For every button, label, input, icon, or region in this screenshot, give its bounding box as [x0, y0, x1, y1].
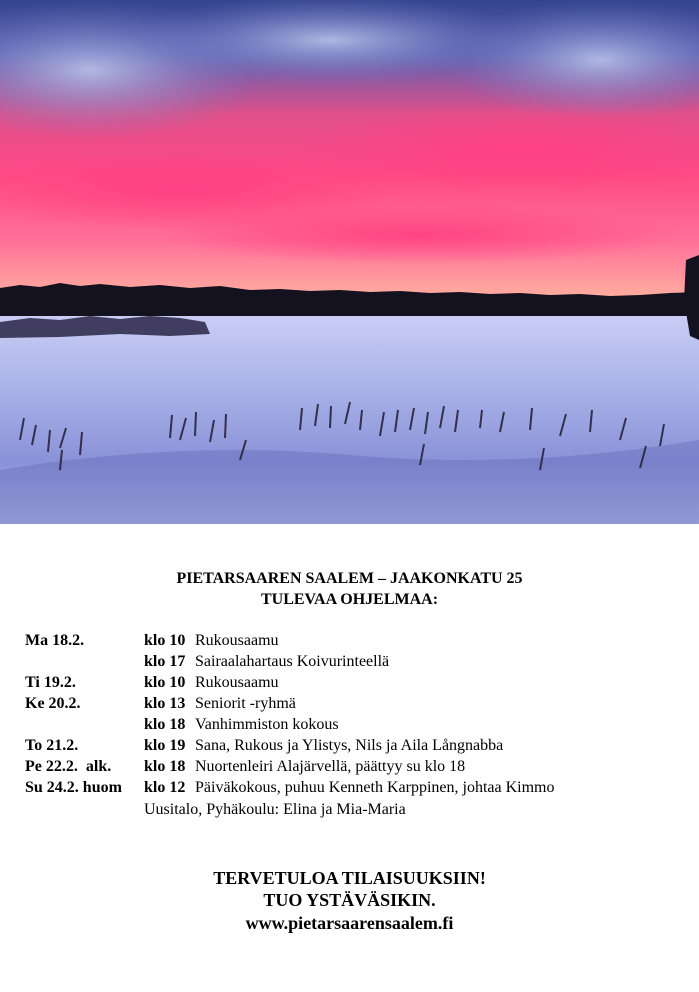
schedule-description-continued: Uusitalo, Pyhäkoulu: Elina ja Mia-Maria	[144, 801, 406, 818]
schedule-description: Rukousaamu	[195, 674, 279, 691]
schedule-day: To 21.2.	[25, 737, 79, 754]
schedule-day: Su 24.2. huom	[25, 779, 122, 796]
schedule-description: Seniorit -ryhmä	[195, 695, 296, 712]
invite-message: TUO YSTÄVÄSIKIN.	[263, 890, 436, 910]
schedule-time: klo 10	[144, 632, 186, 649]
schedule-time: klo 10	[144, 674, 186, 691]
schedule-day: Ma 18.2.	[25, 632, 85, 649]
schedule-day: Ke 20.2.	[25, 695, 81, 712]
page-title: PIETARSAAREN SAALEM – JAAKONKATU 25	[176, 570, 523, 587]
schedule-row	[0, 630, 699, 651]
schedule-description: Sana, Rukous ja Ylistys, Nils ja Aila Långnabba	[195, 737, 504, 754]
schedule-description: Rukousaamu	[195, 632, 279, 649]
schedule-time: klo 12	[144, 779, 186, 796]
schedule-row	[0, 735, 699, 756]
schedule-description: Vanhimmiston kokous	[195, 716, 339, 733]
schedule-time: klo 18	[144, 716, 186, 733]
schedule-row	[0, 756, 699, 777]
schedule-time: klo 18	[144, 758, 186, 775]
schedule-description: Sairaalahartaus Koivurinteellä	[195, 653, 390, 670]
schedule-description: Päiväkokous, puhuu Kenneth Karppinen, johtaa Kimmo	[195, 779, 555, 796]
welcome-message: TERVETULOA TILAISUUKSIIN!	[213, 868, 486, 888]
schedule-row	[0, 693, 699, 714]
schedule-row-continuation	[0, 799, 699, 820]
schedule-row	[0, 714, 699, 735]
schedule-row	[0, 651, 699, 672]
schedule-row	[0, 777, 699, 798]
schedule-day: Ti 19.2.	[25, 674, 76, 691]
schedule-row	[0, 672, 699, 693]
schedule-day: Pe 22.2. alk.	[25, 758, 112, 775]
distant-bushes	[0, 316, 210, 338]
cloud	[160, 205, 680, 265]
schedule-time: klo 19	[144, 737, 186, 754]
schedule-time: klo 17	[144, 653, 186, 670]
website-link[interactable]: www.pietarsaarensaalem.fi	[245, 913, 454, 933]
program-heading: TULEVAA OHJELMAA:	[260, 591, 439, 608]
schedule-description: Nuortenleiri Alajärvellä, päättyy su klo 18	[195, 758, 466, 775]
schedule-time: klo 13	[144, 695, 186, 712]
